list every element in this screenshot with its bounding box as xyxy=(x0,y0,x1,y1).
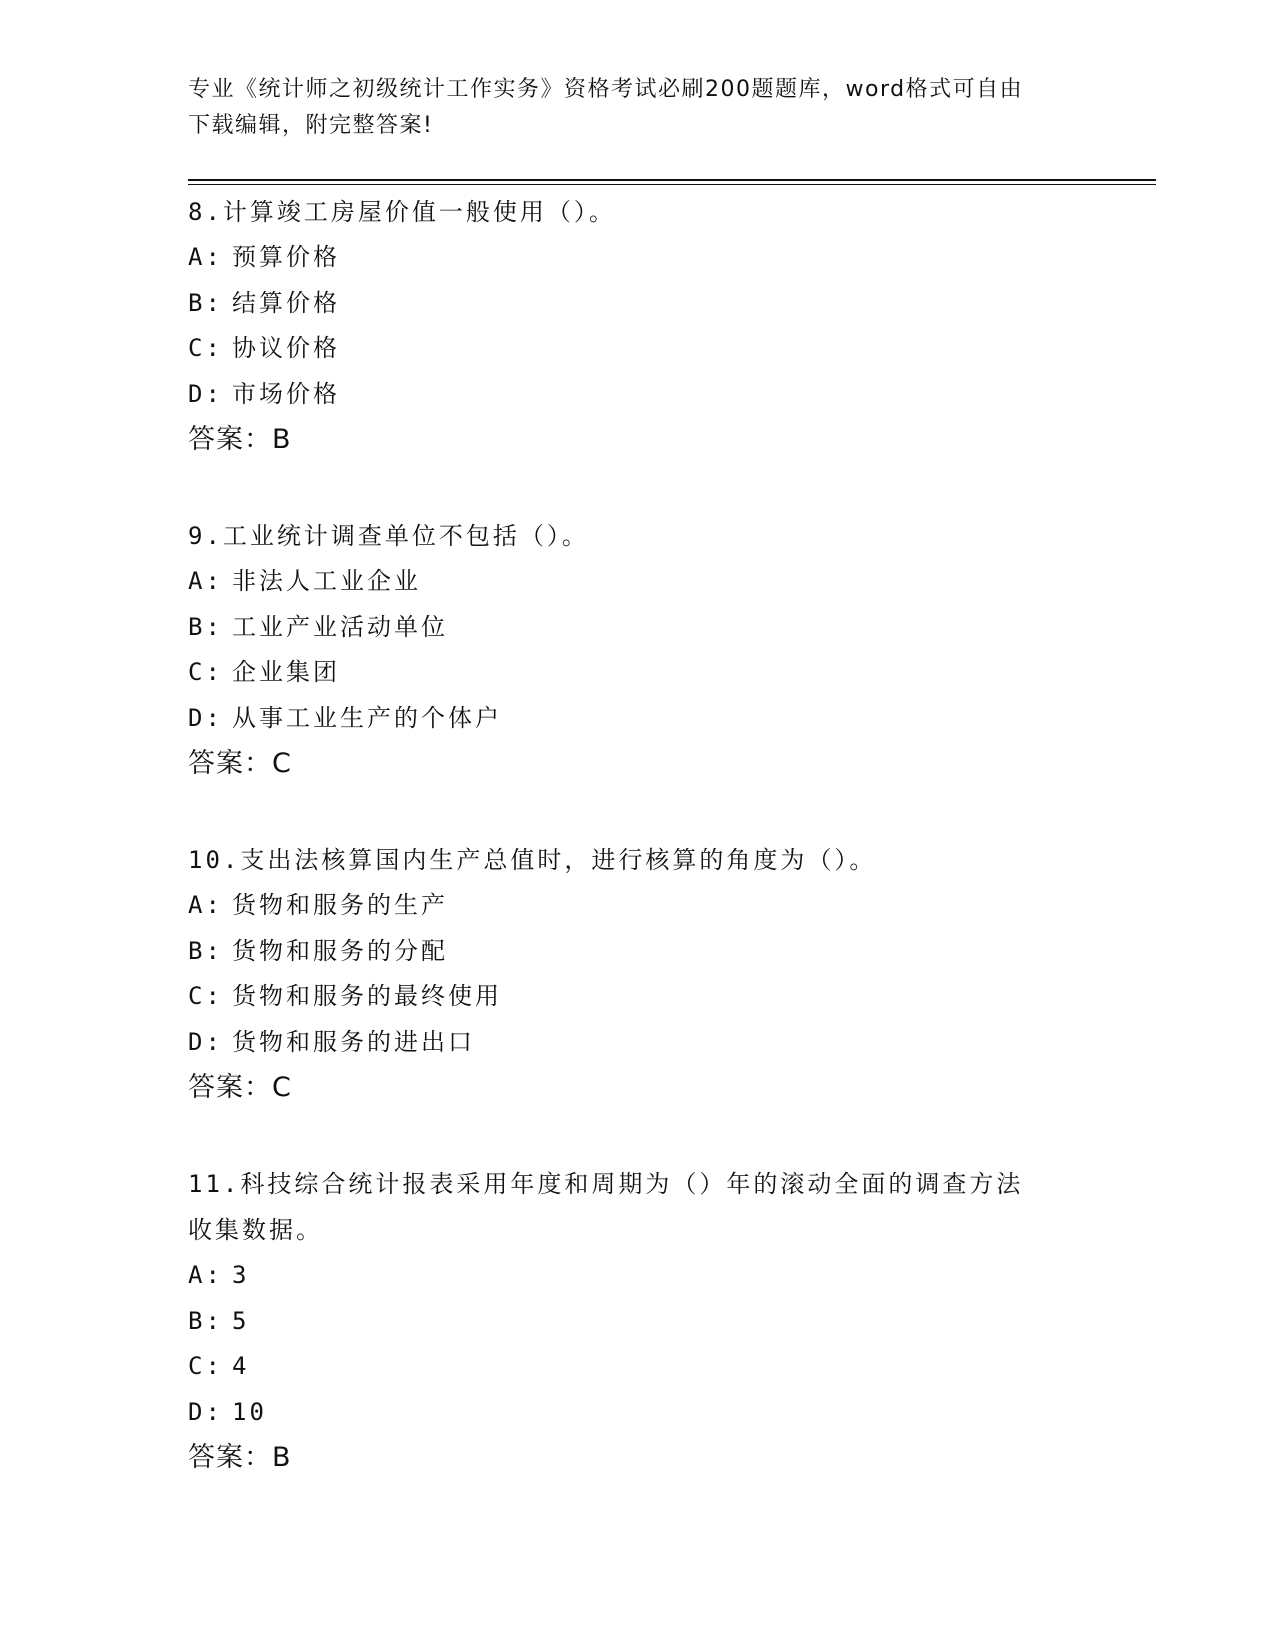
header-divider-thick xyxy=(188,179,1156,181)
question-item xyxy=(188,1161,1088,1481)
option-a xyxy=(188,559,1088,605)
option-a xyxy=(188,1253,1088,1299)
option-text: 非法人工业企业 xyxy=(232,567,421,595)
header-line-1: 专业《统计师之初级统计工作实务》资格考试必刷200题题库，word格式可自由 xyxy=(188,77,1024,102)
option-text: 工业产业活动单位 xyxy=(232,612,448,641)
option-text: 结算价格 xyxy=(232,288,340,317)
option-label: D: xyxy=(188,1027,223,1056)
option-label: A: xyxy=(188,891,223,919)
question-stem: 8.计算竣工房屋价值一般使用（）。 xyxy=(188,198,616,226)
option-text: 货物和服务的生产 xyxy=(232,891,448,919)
option-d xyxy=(188,1020,1088,1066)
answer-line: 答案：B xyxy=(188,1442,292,1473)
option-a xyxy=(188,883,1088,929)
question-stem: 10.支出法核算国内生产总值时，进行核算的角度为（）。 xyxy=(188,846,877,874)
question-stem: 11.科技综合统计报表采用年度和周期为（）年的滚动全面的调查方法 收集数据。 xyxy=(188,1170,1024,1244)
document-header xyxy=(188,72,1088,144)
option-c xyxy=(188,326,1088,372)
option-d xyxy=(188,696,1088,742)
option-d xyxy=(188,1390,1088,1436)
option-text: 4 xyxy=(232,1352,250,1380)
option-text: 货物和服务的分配 xyxy=(232,936,448,965)
option-label: B: xyxy=(188,612,223,641)
answer-line: 答案：C xyxy=(188,748,292,779)
option-text: 市场价格 xyxy=(232,379,340,408)
option-label: A: xyxy=(188,243,223,271)
option-b xyxy=(188,281,1088,327)
option-text: 货物和服务的进出口 xyxy=(232,1027,475,1056)
option-label: C: xyxy=(188,1352,223,1380)
option-d xyxy=(188,372,1088,418)
option-text: 货物和服务的最终使用 xyxy=(232,982,502,1010)
option-b xyxy=(188,929,1088,975)
option-label: A: xyxy=(188,567,223,595)
header-line-2: 下载编辑，附完整答案! xyxy=(188,113,434,138)
header-divider-thin xyxy=(188,184,1156,185)
option-label: B: xyxy=(188,936,223,965)
option-b xyxy=(188,605,1088,651)
option-b xyxy=(188,1299,1088,1345)
option-c xyxy=(188,974,1088,1020)
option-label: D: xyxy=(188,703,223,732)
option-label: B: xyxy=(188,288,223,317)
question-item xyxy=(188,837,1088,1111)
option-c xyxy=(188,1344,1088,1390)
question-item xyxy=(188,513,1088,787)
option-text: 预算价格 xyxy=(232,243,340,271)
option-text: 10 xyxy=(232,1397,267,1426)
option-text: 5 xyxy=(232,1306,250,1335)
question-list xyxy=(188,189,1088,1531)
option-c xyxy=(188,650,1088,696)
option-text: 3 xyxy=(232,1261,250,1289)
option-label: C: xyxy=(188,982,223,1010)
answer-line: 答案：B xyxy=(188,424,292,455)
option-label: C: xyxy=(188,334,223,362)
option-label: B: xyxy=(188,1306,223,1335)
option-label: D: xyxy=(188,379,223,408)
option-text: 企业集团 xyxy=(232,658,340,686)
option-label: A: xyxy=(188,1261,223,1289)
question-item xyxy=(188,189,1088,463)
option-label: D: xyxy=(188,1397,223,1426)
option-text: 协议价格 xyxy=(232,334,340,362)
option-label: C: xyxy=(188,658,223,686)
option-text: 从事工业生产的个体户 xyxy=(232,703,502,732)
answer-line: 答案：C xyxy=(188,1072,292,1103)
question-stem: 9.工业统计调查单位不包括（）。 xyxy=(188,522,589,550)
option-a xyxy=(188,235,1088,281)
